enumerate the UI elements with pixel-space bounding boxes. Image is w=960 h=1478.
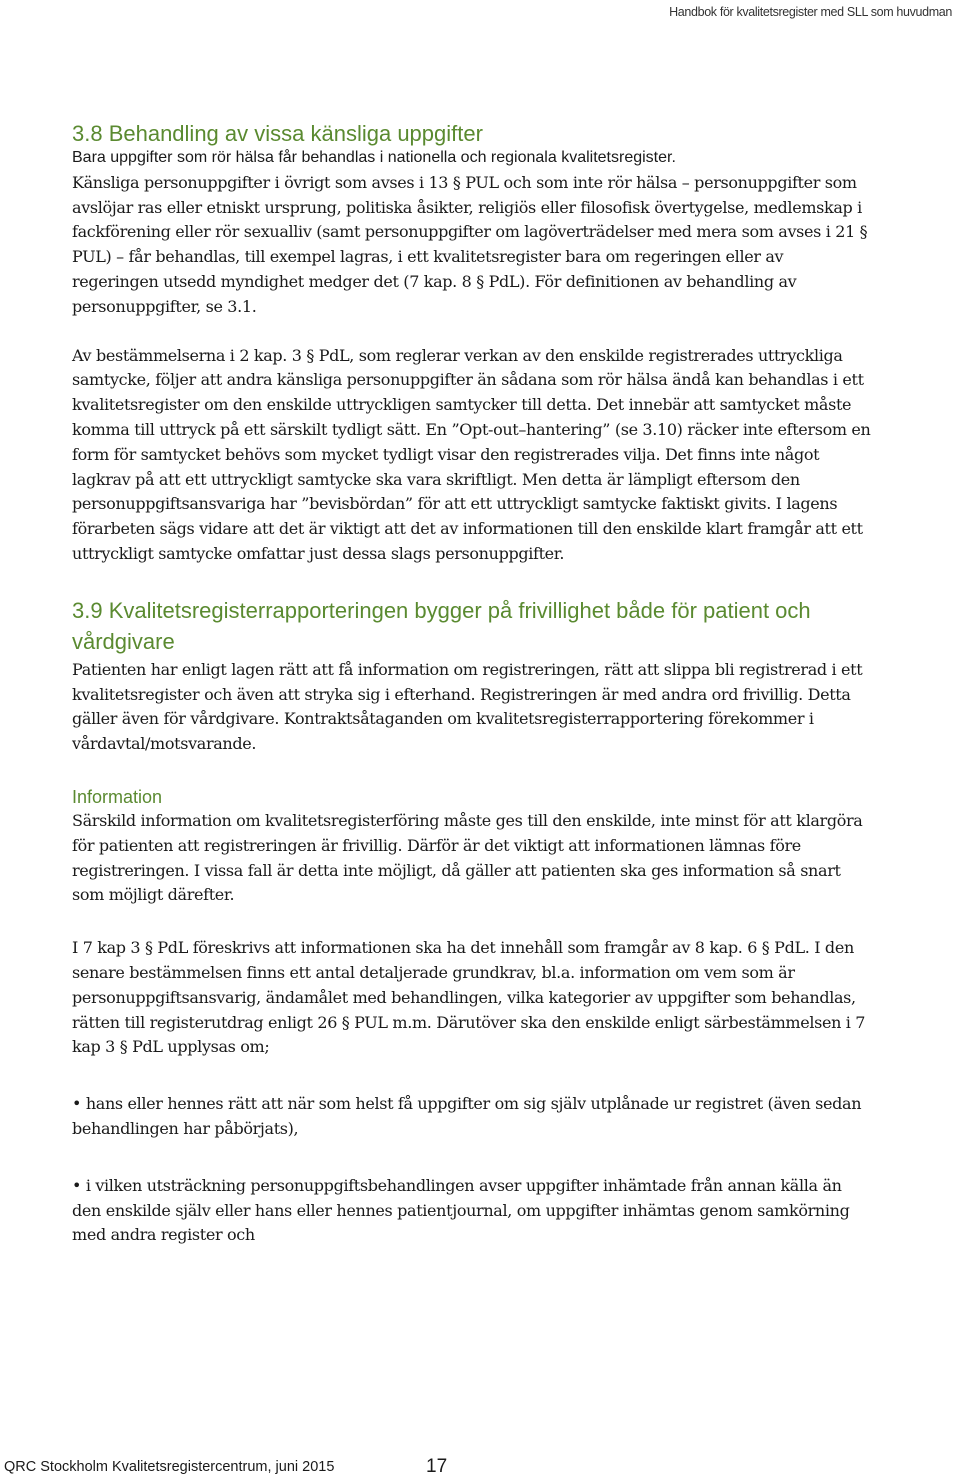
information-bullet-2: • i vilken utsträckning personuppgiftsbehandlingen avser uppgifter inhämtade från annan källa än den enskilde själv eller hans eller hennes patientjournal, om uppgifter inhämtas genom samkörning med andra register och [72,1175,850,1245]
information-heading: Information [72,786,163,807]
section-3-8-lead-line: Bara uppgifter som rör hälsa får behandlas i nationella och regionala kvalitetsregister. [72,149,676,166]
information-bullet-1: • hans eller hennes rätt att när som helst få uppgifter om sig själv utplånade ur registret (även sedan behandlingen har påbörjats), [72,1094,862,1138]
page-number: 17 [426,1456,448,1477]
section-3-8-paragraph-2: Av bestämmelserna i 2 kap. 3 § PdL, som reglerar verkan av den enskilde registrerades uttryckliga samtycke, följer att andra känsliga personuppgifter än sådana som rör hälsa ändå kan behandlas i ett kvalitetsregister om den enskilde uttryckligen samtycker till detta. Det innebär att samtycket måste komma till uttryck på ett särskilt tydligt sätt. En ”Opt-out–hantering” (se 3.10) räcker inte eftersom en form för samtycket behövs som mycket tydligt visar den registrerades vilja. Det finns inte något lagkrav på att ett uttryckligt samtycke ska vara skriftligt. Men detta är lämpligt eftersom den personuppgiftsansvariga har ”bevisbördan” för att ett uttryckligt samtycke faktiskt givits. I lagens förarbeten sägs vidare att det är viktigt att det av informationen till den enskilde klart framgår att ett uttryckligt samtycke omfattar just dessa slags personuppgifter. [72,345,871,563]
page-content [72,118,872,1248]
section-3-9-paragraph-1: Patienten har enligt lagen rätt att få information om registreringen, rätt att slippa bli registrerad i ett kvalitetsregister och även att stryka sig i efterhand. Registreringen är med andra ord frivillig. Detta gäller även för vårdgivare. Kontraktsåtaganden om kvalitetsregisterrapportering förekommer i vårdavtal/motsvarande. [72,659,863,754]
section-3-8-paragraph-1: Känsliga personuppgifter i övrigt som avses i 13 § PUL och som inte rör hälsa – personuppgifter som avslöjar ras eller etniskt ursprung, politiska åsikter, religiös eller filosofisk övertygelse, medlemskap i fackförening eller rör sexualliv (samt personuppgifter om lagöverträdelser med mera som avses i 21 § PUL) – får behandlas, till exempel lagras, i ett kvalitetsregister bara om regeringen eller av regeringen utsedd myndighet medger det (7 kap. 8 § PdL). För definitionen av behandling av personuppgifter, se 3.1. [72,172,868,316]
information-paragraph-1: Särskild information om kvalitetsregisterföring måste ges till den enskilde, inte minst för att klargöra för patienten att registreringen är frivillig. Därför är det viktigt att informationen lämnas före registreringen. I vissa fall är detta inte möjligt, då gäller att patienten ska ges information så snart som möjligt därefter. [72,810,863,905]
section-3-9-heading: 3.9 Kvalitetsregisterrapporteringen bygger på frivillighet både för patient och vårdgivare [72,597,811,654]
section-3-8-heading: 3.8 Behandling av vissa känsliga uppgifter [72,121,483,146]
information-paragraph-2: I 7 kap 3 § PdL föreskrivs att informationen ska ha det innehåll som framgår av 8 kap. 6 § PdL. I den senare bestämmelsen finns ett antal detaljerade grundkrav, bl.a. information om vem som är personuppgiftsansvarig, ändamålet med behandlingen, vilka kategorier av uppgifter som behandlas, rätten till registerutdrag enligt 26 § PUL m.m. Därutöver ska den enskilde enligt särbestämmelsen i 7 kap 3 § PdL upplysas om; [72,938,866,1057]
running-header: Handbok för kvalitetsregister med SLL som huvudman [669,5,952,19]
footer-organization: QRC Stockholm Kvalitetsregistercentrum, juni 2015 [4,1459,335,1475]
